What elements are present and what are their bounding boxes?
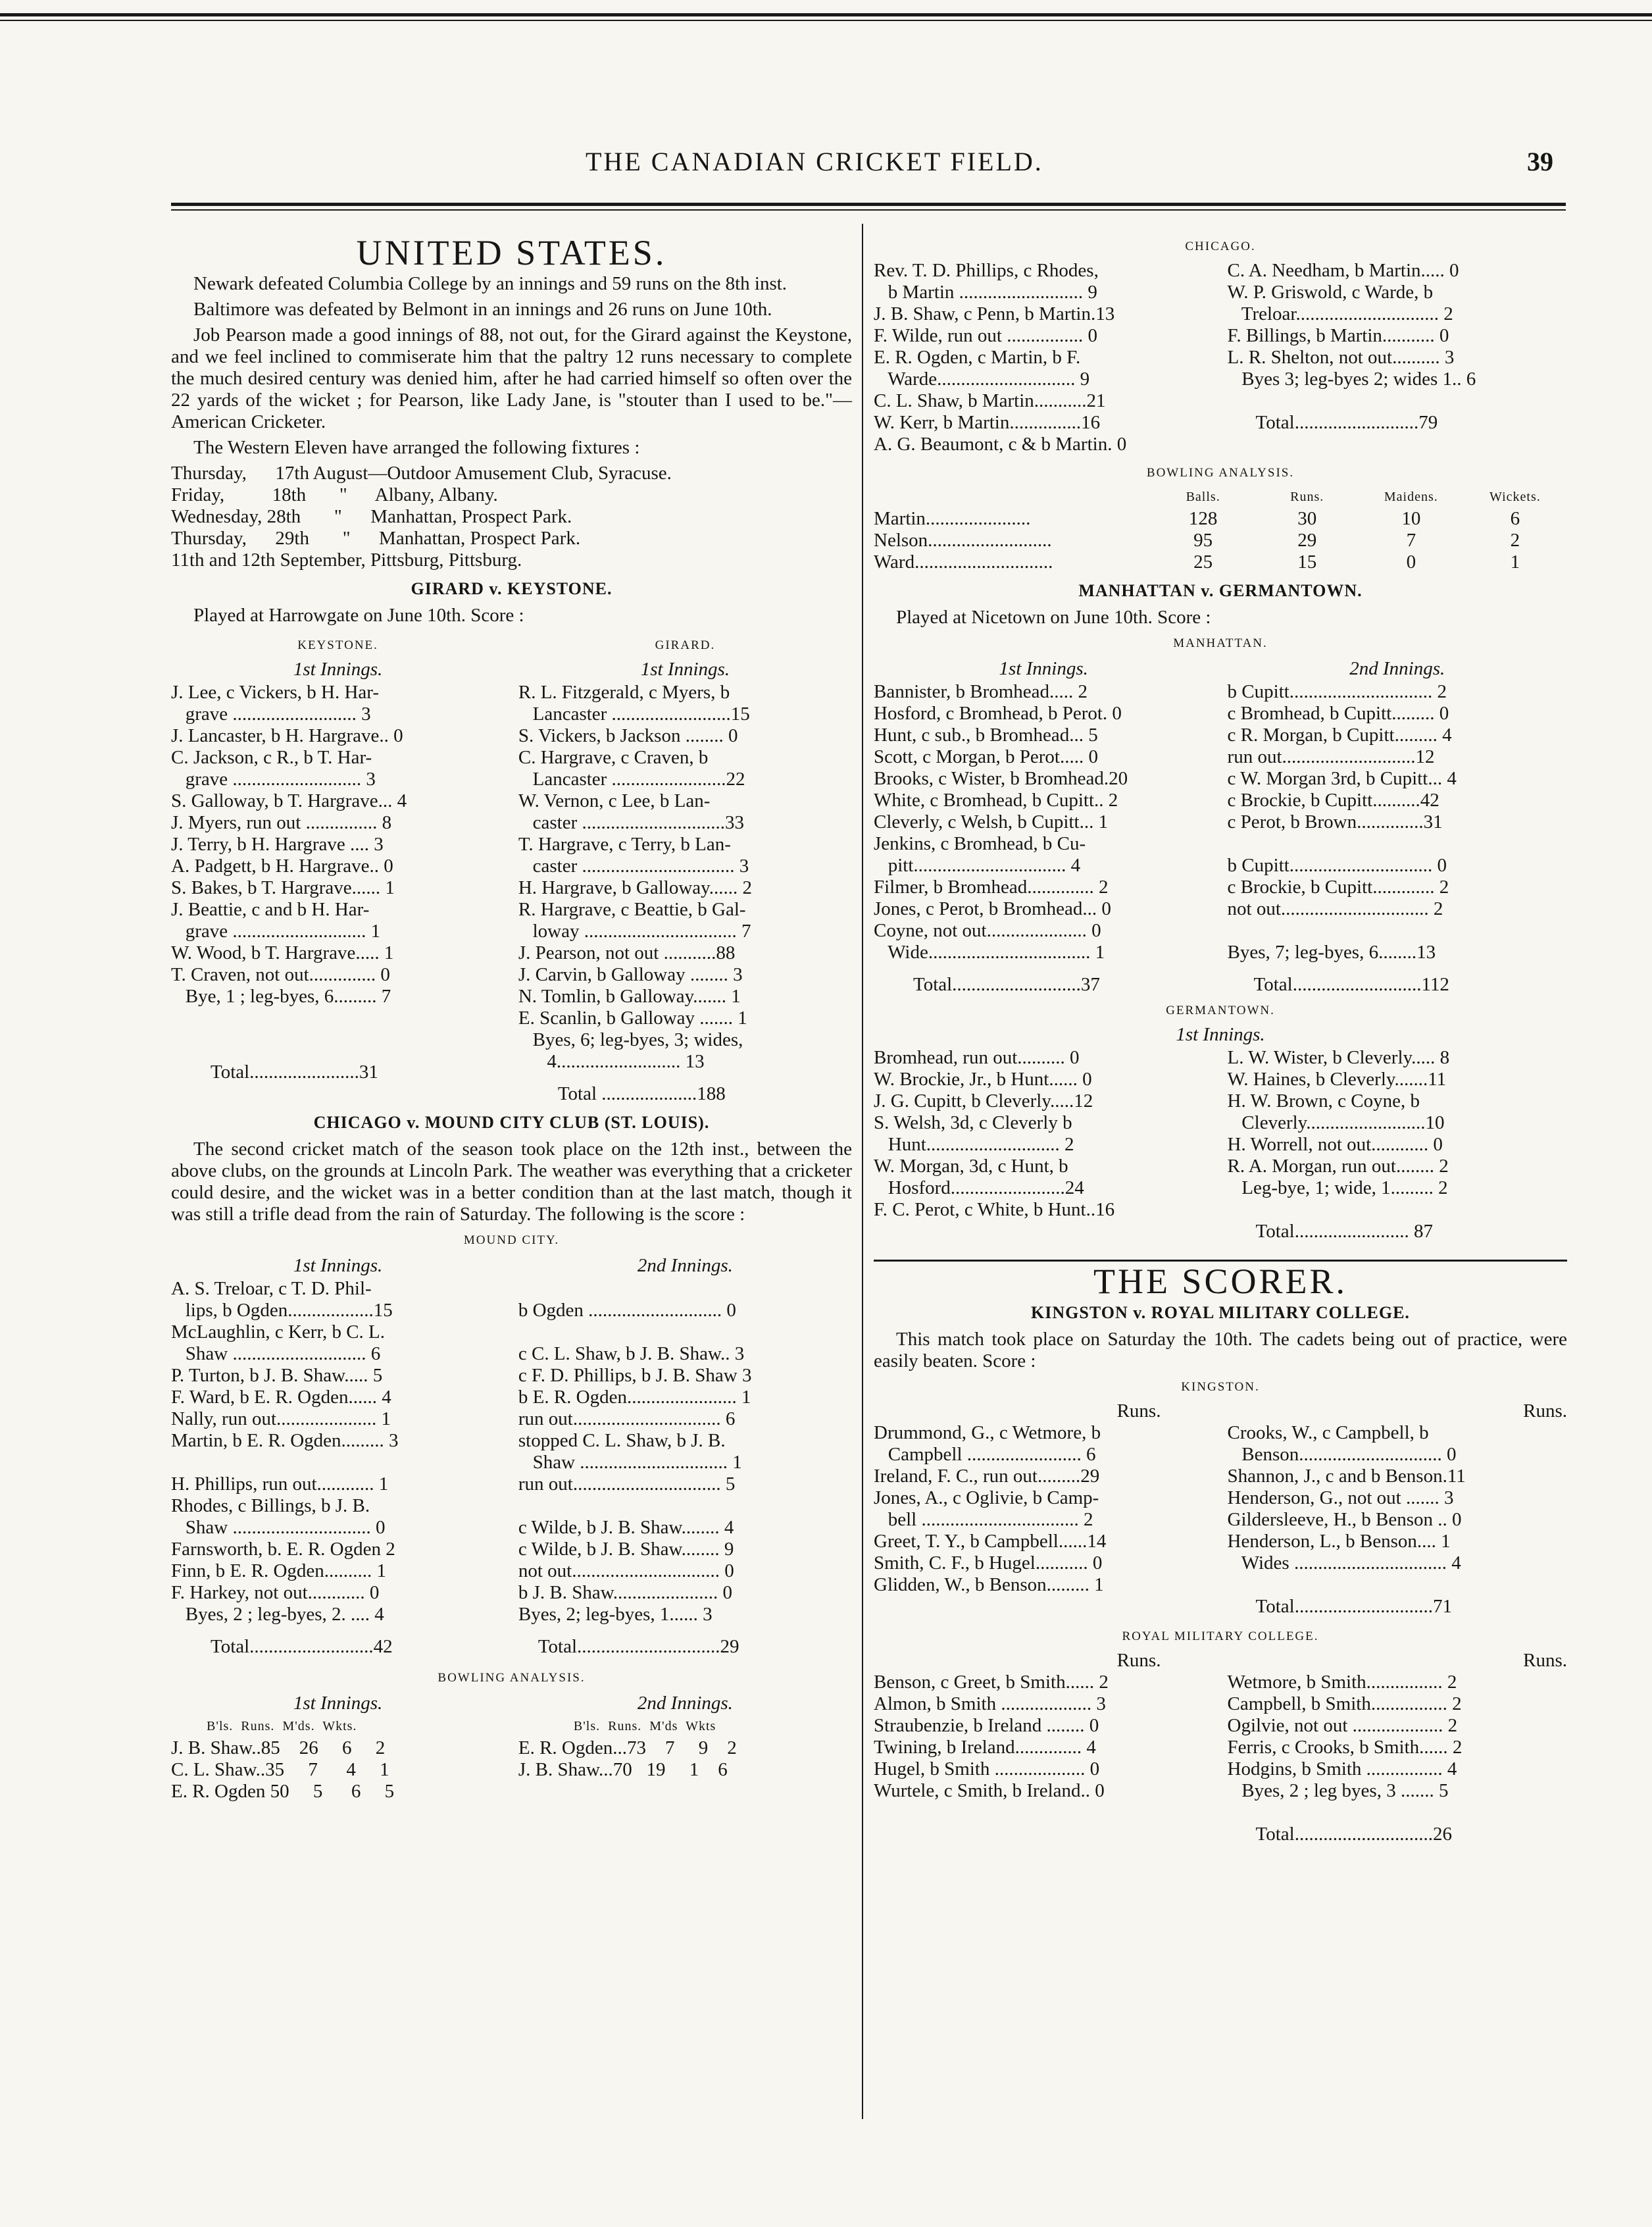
score-line: F. Ward, b E. R. Ogden...... 4 (171, 1387, 391, 1408)
score-line: Byes 3; leg-byes 2; wides 1.. 6 (1227, 369, 1476, 390)
runs-label: Runs. (1116, 1650, 1161, 1671)
score-line: Wide.................................. 1 (874, 942, 1105, 963)
score-line: Brooks, c Wister, b Bromhead.20 (874, 768, 1128, 789)
score-line: Hunt, c sub., b Bromhead... 5 (874, 725, 1098, 746)
batting-list (1228, 681, 1567, 963)
bowling-figure: 15 (1297, 551, 1317, 573)
score-line: C. Jackson, c R., b T. Har- (171, 747, 372, 768)
fixture-line: Thursday, 29th " Manhattan, Prospect Park. (171, 528, 581, 549)
score-line: C. Hargrave, c Craven, b (518, 747, 709, 768)
score-line: Hodgins, b Smith ................ 4 (1227, 1758, 1457, 1779)
match-title-manhattan-germantown: MANHATTAN v. GERMANTOWN. (1078, 581, 1363, 600)
bowling-header: B'ls. Runs. M'ds. Wkts. (171, 1719, 357, 1733)
score-line: White, c Bromhead, b Cupitt.. 2 (874, 790, 1118, 811)
news-paragraph: Newark defeated Columbia College by an innings and 59 runs on the 8th inst. (193, 273, 788, 294)
fixture-line: Thursday, 17th August—Outdoor Amusement Club, Syracuse. (171, 463, 672, 484)
team-name: ROYAL MILITARY COLLEGE. (1122, 1629, 1319, 1643)
score-line: Cleverly, c Welsh, b Cupitt... 1 (874, 811, 1109, 832)
score-line: W. Morgan, 3d, c Hunt, b (874, 1156, 1068, 1177)
score-line: Straubenzie, b Ireland ........ 0 (874, 1715, 1099, 1736)
bowling-row: E. R. Ogden...73 7 9 2 (518, 1737, 737, 1758)
score-line: J. Beattie, c and b H. Har- (171, 899, 370, 920)
score-line: Byes, 2; leg-byes, 1...... 3 (518, 1604, 713, 1625)
match-intro: Played at Harrowgate on June 10th. Score : (193, 605, 524, 626)
score-line: bell ................................. 2 (874, 1509, 1093, 1530)
score-line: H. Phillips, run out............ 1 (171, 1473, 389, 1495)
match-intro: The second cricket match of the season took place on the 12th inst., between the above clubs, on the grounds at Lincoln Park. The weather was everything that a cricketer could desire, and the wicket was in a better condition than at the last match, though it was still a trifle dead from the rain of Saturday. The following is the score : (171, 1139, 852, 1225)
score-line: S. Bakes, b T. Hargrave...... 1 (171, 877, 395, 898)
score-line: pitt................................ 4 (874, 855, 1081, 876)
score-line: Lancaster .........................15 (518, 704, 750, 725)
score-line: W. Kerr, b Martin...............16 (874, 412, 1101, 433)
running-header (0, 146, 1652, 186)
score-line (1228, 1574, 1567, 1596)
score-line: Bromhead, run out.......... 0 (874, 1047, 1080, 1068)
page-number: 39 (1527, 147, 1553, 176)
score-line: Jenkins, c Bromhead, b Cu- (874, 833, 1086, 854)
score-line: H. Hargrave, b Galloway...... 2 (518, 877, 753, 898)
score-line: Henderson, L., b Benson.... 1 (1227, 1531, 1451, 1552)
score-line: Martin, b E. R. Ogden......... 3 (171, 1430, 399, 1451)
batting-list (518, 682, 852, 1073)
scorecard-girard-keystone (171, 630, 852, 1105)
innings-total: Total...........................112 (1253, 974, 1449, 995)
score-line: stopped C. L. Shaw, b J. B. (518, 1430, 726, 1451)
first-innings (171, 1254, 505, 1658)
innings-label: 2nd Innings. (637, 1255, 733, 1276)
bowling-row (874, 508, 1567, 530)
score-line: R. Hargrave, c Beattie, b Gal- (518, 899, 746, 920)
score-line: Byes, 7; leg-byes, 6........13 (1227, 942, 1436, 963)
score-line: run out............................... 5 (518, 1473, 736, 1495)
score-line: Rev. T. D. Phillips, c Rhodes, (874, 260, 1099, 281)
runs-header (874, 1400, 1567, 1422)
score-line: Benson.............................. 0 (1227, 1444, 1457, 1465)
score-line: run out............................... 6 (518, 1408, 736, 1429)
score-line: Shaw ............................. 0 (171, 1517, 386, 1538)
fixture-line: Friday, 18th " Albany, Albany. (171, 484, 498, 505)
bowling-analysis-title: BOWLING ANALYSIS. (1146, 466, 1295, 480)
fixture-line: Wednesday, 28th " Manhattan, Prospect Park. (171, 506, 572, 527)
section-title-the-scorer: THE SCORER. (1093, 1262, 1348, 1301)
score-line: Glidden, W., b Benson......... 1 (874, 1574, 1104, 1595)
bowler-name: Martin...................... (874, 508, 1031, 529)
score-line: Shannon, J., c and b Benson.11 (1227, 1466, 1466, 1487)
score-line: R. A. Morgan, run out........ 2 (1227, 1156, 1449, 1177)
match-intro: Played at Nicetown on June 10th. Score : (896, 607, 1211, 628)
bowling-row: C. L. Shaw..35 7 4 1 (171, 1759, 389, 1780)
score-line: Wides ................................ 4 (1227, 1552, 1461, 1574)
score-line: J. B. Shaw, c Penn, b Martin.13 (874, 303, 1115, 324)
score-line: P. Turton, b J. B. Shaw..... 5 (171, 1365, 383, 1386)
score-line: Byes, 6; leg-byes, 3; wides, (518, 1029, 743, 1050)
batting-list (1228, 1422, 1567, 1618)
score-line: Warde............................. 9 (874, 369, 1090, 390)
runs-label: Runs. (1116, 1400, 1161, 1421)
left-column (171, 233, 852, 1803)
bowling-analysis-mound-city (171, 1691, 852, 1803)
team-name: GIRARD. (655, 638, 716, 652)
score-line: W. Haines, b Cleverly.......11 (1227, 1069, 1447, 1090)
score-line: T. Hargrave, c Terry, b Lan- (518, 834, 731, 855)
score-line: c C. L. Shaw, b J. B. Shaw.. 3 (518, 1343, 745, 1364)
score-line (1228, 1199, 1567, 1221)
score-line: Almon, b Smith ................... 3 (874, 1693, 1106, 1714)
score-line: Rhodes, c Billings, b J. B. (171, 1495, 370, 1516)
bowling-figure: Maidens. (1384, 490, 1438, 504)
batting-list (1228, 1047, 1567, 1242)
match-title-chicago-mound-city: CHICAGO v. MOUND CITY CLUB (ST. LOUIS). (313, 1113, 710, 1132)
innings-label: 1st Innings. (640, 659, 730, 680)
batting-list (874, 1047, 1213, 1242)
scorecard-manhattan (874, 657, 1567, 996)
scorecard-mound-city (171, 1254, 852, 1658)
team-name: MANHATTAN. (1173, 636, 1268, 650)
score-line: Ogilvie, not out ................... 2 (1227, 1715, 1458, 1736)
top-border-rule-thin (0, 20, 1652, 21)
scorecard-chicago (874, 260, 1567, 455)
news-paragraph: Baltimore was defeated by Belmont in an innings and 26 runs on June 10th. (193, 299, 772, 320)
bowling-figure: 0 (1406, 551, 1416, 573)
score-line: J. Myers, run out ............... 8 (171, 812, 392, 833)
score-line: 4.......................... 13 (518, 1051, 705, 1072)
score-line: not out............................... 0 (518, 1560, 734, 1581)
scorecard-keystone (171, 630, 505, 1105)
bowling-first-innings (171, 1691, 505, 1803)
score-line: R. L. Fitzgerald, c Myers, b (518, 682, 730, 703)
score-line: N. Tomlin, b Galloway....... 1 (518, 986, 741, 1007)
bowling-figure: 10 (1401, 508, 1421, 529)
score-line: L. W. Wister, b Cleverly..... 8 (1227, 1047, 1450, 1068)
score-line: C. A. Needham, b Martin..... 0 (1227, 260, 1459, 281)
score-line: c Perot, b Brown..............31 (1227, 811, 1443, 832)
bowling-figure: Runs. (1290, 490, 1324, 504)
score-line: b E. R. Ogden....................... 1 (518, 1387, 751, 1408)
score-line: W. Brockie, Jr., b Hunt...... 0 (874, 1069, 1092, 1090)
score-line: Smith, C. F., b Hugel........... 0 (874, 1552, 1103, 1574)
batting-list (171, 682, 505, 1008)
score-line: F. C. Perot, c White, b Hunt..16 (874, 1199, 1115, 1220)
score-line: Hunt............................ 2 (874, 1134, 1074, 1155)
score-line: Hugel, b Smith ................... 0 (874, 1758, 1100, 1779)
column-divider (862, 224, 863, 2119)
score-line: McLaughlin, c Kerr, b C. L. (171, 1321, 386, 1343)
bowler-name: Nelson.......................... (874, 530, 1052, 551)
section-title-united-states: UNITED STATES. (356, 233, 667, 272)
score-line: lips, b Ogden..................15 (171, 1300, 393, 1321)
score-line: Crooks, W., c Campbell, b (1227, 1422, 1429, 1443)
score-line: E. Scanlin, b Galloway ....... 1 (518, 1008, 747, 1029)
score-line: c Brockie, b Cupitt............. 2 (1227, 877, 1449, 898)
match-title-kingston-rmc: KINGSTON v. ROYAL MILITARY COLLEGE. (1031, 1303, 1410, 1322)
bowling-figure: 6 (1510, 508, 1520, 529)
score-line: Bannister, b Bromhead..... 2 (874, 681, 1088, 702)
second-innings (1228, 657, 1567, 996)
score-line: Bye, 1 ; leg-byes, 6......... 7 (171, 986, 391, 1007)
score-line: J. Lee, c Vickers, b H. Har- (171, 682, 380, 703)
score-line: Campbell ........................ 6 (874, 1444, 1096, 1465)
score-line: c Bromhead, b Cupitt......... 0 (1227, 703, 1449, 724)
score-line: S. Vickers, b Jackson ........ 0 (518, 725, 738, 746)
score-line: Ferris, c Crooks, b Smith...... 2 (1227, 1737, 1463, 1758)
match-intro: This match took place on Saturday the 10th. The cadets being out of practice, were easily beaten. Score : (874, 1329, 1567, 1371)
score-line: Shaw ............................ 6 (171, 1343, 381, 1364)
score-line: Byes, 2 ; leg byes, 3 ....... 5 (1227, 1780, 1449, 1801)
score-line: Leg-bye, 1; wide, 1......... 2 (1227, 1177, 1448, 1198)
bowling-table (874, 486, 1567, 573)
innings-label: 1st Innings. (1176, 1024, 1265, 1045)
bowling-figure: Balls. (1186, 490, 1220, 504)
bowling-rows (171, 1737, 505, 1803)
match-title-girard-keystone: GIRARD v. KEYSTONE. (411, 579, 613, 598)
first-innings (874, 657, 1213, 996)
news-paragraph: Job Pearson made a good innings of 88, not out, for the Girard against the Keystone, and we feel inclined to commiserate him that the paltry 12 runs necessary to complete the much desired century was denied him, after he had carried himself so often over the 22 yards of the wicket ; for Pearson, like Lady Jane, is "stouter than I used to be."—American Cricketer. (171, 324, 852, 432)
score-line: run out............................12 (1227, 746, 1435, 767)
score-line: J. Carvin, b Galloway ........ 3 (518, 964, 743, 985)
innings-total: Total...........................37 (913, 974, 1100, 995)
score-line: Jones, c Perot, b Bromhead... 0 (874, 898, 1111, 919)
score-line: A. G. Beaumont, c & b Martin. 0 (874, 434, 1127, 455)
team-name: KEYSTONE. (297, 638, 378, 652)
score-line: b Ogden ............................ 0 (518, 1300, 736, 1321)
score-line: H. Worrell, not out............ 0 (1227, 1134, 1443, 1155)
score-line: Filmer, b Bromhead.............. 2 (874, 877, 1109, 898)
batting-list (1228, 1672, 1567, 1845)
score-line: Byes, 2 ; leg-byes, 2. .... 4 (171, 1604, 384, 1625)
score-line: A. S. Treloar, c T. D. Phil- (171, 1278, 372, 1299)
score-line: S. Galloway, b T. Hargrave... 4 (171, 790, 407, 811)
bowling-row: J. B. Shaw...70 19 1 6 (518, 1759, 728, 1780)
score-line: Scott, c Morgan, b Perot..... 0 (874, 746, 1098, 767)
score-line: H. W. Brown, c Coyne, b (1227, 1090, 1420, 1112)
score-line (518, 1321, 852, 1343)
innings-label: 1st Innings. (999, 658, 1088, 679)
score-line: Treloar.............................. 2 (1227, 303, 1453, 324)
score-line: caster ..............................33 (518, 812, 744, 833)
batting-list (1228, 260, 1567, 455)
score-line: Campbell, b Smith................ 2 (1227, 1693, 1462, 1714)
header-rule-thick (171, 203, 1566, 206)
score-line: b Cupitt.............................. 0 (1227, 855, 1447, 876)
bowler-name (874, 486, 1151, 508)
team-name: CHICAGO. (1185, 240, 1256, 253)
batting-list (874, 1422, 1213, 1618)
scorecard-rmc (874, 1672, 1567, 1845)
batting-list (874, 1672, 1213, 1845)
score-line: Finn, b E. R. Ogden.......... 1 (171, 1560, 387, 1581)
news-paragraph: The Western Eleven have arranged the following fixtures : (193, 437, 640, 458)
score-line: c Brockie, b Cupitt..........42 (1227, 790, 1439, 811)
score-line: W. Wood, b T. Hargrave..... 1 (171, 942, 394, 963)
score-line: Jones, A., c Oglivie, b Camp- (874, 1487, 1099, 1508)
batting-list (518, 1278, 852, 1625)
score-line: Ireland, F. C., run out.........29 (874, 1466, 1100, 1487)
score-line (518, 1495, 852, 1517)
score-line: S. Welsh, 3d, c Cleverly b (874, 1112, 1072, 1133)
score-line: F. Wilde, run out ................ 0 (874, 325, 1097, 346)
bowling-figure: 29 (1297, 530, 1317, 551)
innings-label: 1st Innings. (293, 1255, 383, 1276)
batting-list (874, 260, 1213, 455)
team-name: GERMANTOWN. (1166, 1004, 1275, 1017)
score-line: W. P. Griswold, c Warde, b (1227, 282, 1434, 303)
score-line: Shaw ............................... 1 (518, 1452, 742, 1473)
score-line (1228, 833, 1567, 855)
bowling-second-innings (518, 1691, 852, 1803)
innings-label: 1st Innings. (293, 1693, 383, 1714)
score-line: W. Vernon, c Lee, b Lan- (518, 790, 711, 811)
batting-list (874, 681, 1213, 963)
bowling-rows (518, 1737, 852, 1803)
bowling-row (518, 1781, 852, 1803)
score-line: Twining, b Ireland.............. 4 (874, 1737, 1096, 1758)
bowling-header: B'ls. Runs. M'ds Wkts (518, 1719, 716, 1733)
score-line: b J. B. Shaw...................... 0 (518, 1582, 733, 1603)
second-innings (518, 1254, 852, 1658)
innings-label: 1st Innings. (293, 659, 383, 680)
score-line: Farnsworth, b. E. R. Ogden 2 (171, 1539, 395, 1560)
scorecard-germantown (874, 1047, 1567, 1242)
bowling-figure: 2 (1510, 530, 1520, 551)
score-line: Lancaster ........................22 (518, 769, 745, 790)
score-line: Cleverly.........................10 (1227, 1112, 1445, 1133)
score-line: Greet, T. Y., b Campbell......14 (874, 1531, 1107, 1552)
bowling-analysis-title: BOWLING ANALYSIS. (438, 1671, 586, 1685)
innings-total: Total..............................29 (538, 1636, 739, 1657)
score-line: c Wilde, b J. B. Shaw........ 4 (518, 1517, 734, 1538)
batting-list (171, 1278, 505, 1625)
top-border-rule (0, 13, 1652, 16)
score-line: c Wilde, b J. B. Shaw........ 9 (518, 1539, 734, 1560)
score-line: J. Terry, b H. Hargrave .... 3 (171, 834, 384, 855)
running-title: THE CANADIAN CRICKET FIELD. (586, 147, 1043, 176)
score-line: Wurtele, c Smith, b Ireland.. 0 (874, 1780, 1105, 1801)
bowling-row: J. B. Shaw..85 26 6 2 (171, 1737, 386, 1758)
score-line: Hosford........................24 (874, 1177, 1084, 1198)
score-line: Total.............................26 (1227, 1824, 1452, 1845)
bowling-figure: 30 (1297, 508, 1317, 529)
bowling-row (874, 551, 1567, 573)
score-line: Coyne, not out..................... 0 (874, 920, 1101, 941)
score-line: loway ................................ 7 (518, 921, 751, 942)
bowling-header (874, 486, 1567, 508)
score-line: Total..........................79 (1227, 412, 1438, 433)
innings-total: Total ....................188 (557, 1083, 726, 1104)
team-name: MOUND CITY. (463, 1233, 560, 1247)
bowling-row: E. R. Ogden 50 5 6 5 (171, 1781, 395, 1802)
score-line: Nally, run out..................... 1 (171, 1408, 391, 1429)
score-line (171, 1452, 505, 1473)
score-line: Hosford, c Bromhead, b Perot. 0 (874, 703, 1122, 724)
score-line: c F. D. Phillips, b J. B. Shaw 3 (518, 1365, 752, 1386)
score-line (1228, 1802, 1567, 1824)
score-line: L. R. Shelton, not out.......... 3 (1227, 347, 1455, 368)
score-line: F. Billings, b Martin........... 0 (1227, 325, 1449, 346)
innings-label: 2nd Innings. (637, 1693, 733, 1714)
score-line: b Martin .......................... 9 (874, 282, 1097, 303)
score-line: J. Pearson, not out ...........88 (518, 942, 736, 963)
bowling-row (874, 530, 1567, 551)
innings-total: Total..........................42 (211, 1636, 393, 1657)
fixture-line: 11th and 12th September, Pittsburg, Pittsburg. (171, 550, 522, 571)
bowling-figure: 7 (1406, 530, 1416, 551)
score-line: E. R. Ogden, c Martin, b F. (874, 347, 1081, 368)
score-line: Total........................ 87 (1227, 1221, 1433, 1242)
score-line: T. Craven, not out.............. 0 (171, 964, 390, 985)
score-line: grave ............................ 1 (171, 921, 381, 942)
score-line (1228, 920, 1567, 942)
score-line: Wetmore, b Smith................ 2 (1227, 1672, 1457, 1693)
runs-label: Runs. (1523, 1400, 1567, 1421)
innings-label: 2nd Innings. (1349, 658, 1445, 679)
innings-total: Total.......................31 (211, 1062, 378, 1083)
score-line: c R. Morgan, b Cupitt......... 4 (1227, 725, 1452, 746)
bowling-figure: 128 (1188, 508, 1218, 529)
runs-header (874, 1650, 1567, 1672)
bowling-figure: 1 (1510, 551, 1520, 573)
bowler-name: Ward............................. (874, 551, 1053, 573)
score-line: grave .......................... 3 (171, 704, 371, 725)
score-line: J. Lancaster, b H. Hargrave.. 0 (171, 725, 403, 746)
scorecard-kingston (874, 1422, 1567, 1618)
score-line: F. Harkey, not out............ 0 (171, 1582, 380, 1603)
right-column (874, 232, 1567, 1845)
score-line: not out............................... 2 (1227, 898, 1443, 919)
fixtures-list (171, 463, 852, 571)
score-line: grave ........................... 3 (171, 769, 376, 790)
bowling-figure: 95 (1193, 530, 1213, 551)
score-line: Benson, c Greet, b Smith...... 2 (874, 1672, 1109, 1693)
score-line: Total.............................71 (1227, 1596, 1452, 1617)
runs-label: Runs. (1523, 1650, 1567, 1671)
header-rule-thin (171, 209, 1566, 211)
score-line (1228, 390, 1567, 412)
bowling-figure: 25 (1193, 551, 1213, 573)
score-line: C. L. Shaw, b Martin...........21 (874, 390, 1106, 411)
scorecard-girard (518, 630, 852, 1105)
score-line: b Cupitt.............................. 2 (1227, 681, 1447, 702)
score-line: Henderson, G., not out ....... 3 (1227, 1487, 1454, 1508)
score-line (518, 1278, 852, 1300)
team-name: KINGSTON. (1181, 1380, 1260, 1394)
score-line: c W. Morgan 3rd, b Cupitt... 4 (1227, 768, 1457, 789)
score-line: caster ................................ 3 (518, 856, 749, 877)
score-line: A. Padgett, b H. Hargrave.. 0 (171, 856, 393, 877)
score-line: J. G. Cupitt, b Cleverly.....12 (874, 1090, 1093, 1112)
score-line: Gildersleeve, H., b Benson .. 0 (1227, 1509, 1462, 1530)
bowling-figure: Wickets. (1489, 490, 1541, 504)
score-line: Drummond, G., c Wetmore, b (874, 1422, 1101, 1443)
